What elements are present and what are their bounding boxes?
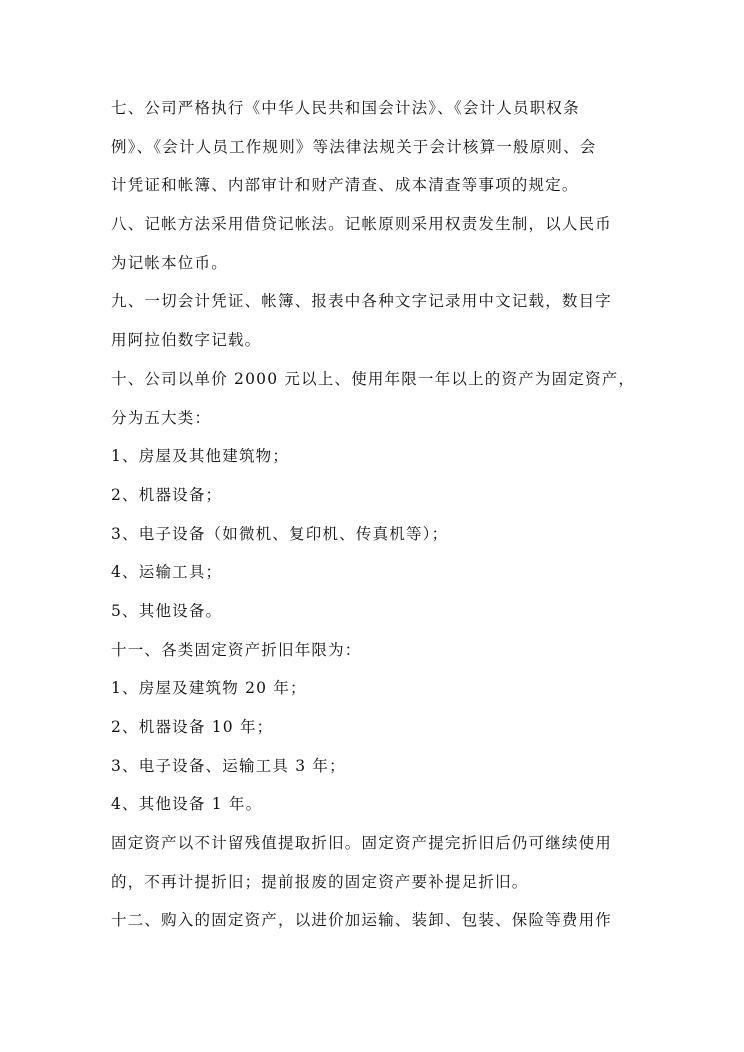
text-line: 十、公司以单价 2000 元以上、使用年限一年以上的资产为固定资产， [111, 369, 636, 388]
text-line: 十二、购入的固定资产，以进价加运输、装卸、包装、保险等费用作 [111, 911, 613, 930]
text-line: 例》、《会计人员工作规则》等法律法规关于会计核算一般原则、会 [111, 137, 597, 156]
text-line: 用阿拉伯数字记载。 [111, 331, 262, 350]
text-line: 计凭证和帐簿、内部审计和财产清查、成本清查等事项的规定。 [111, 176, 579, 195]
text-line: 1、房屋及其他建筑物； [111, 447, 290, 466]
text-line: 4、其他设备 1 年。 [111, 795, 263, 814]
text-line: 九、一切会计凭证、帐簿、报表中各种文字记录用中文记载，数目字 [111, 292, 613, 311]
text-line: 为记帐本位币。 [111, 253, 228, 272]
text-line: 十一、各类固定资产折旧年限为： [111, 640, 362, 659]
text-line: 2、机器设备； [111, 485, 223, 504]
text-line: 3、电子设备（如微机、复印机、传真机等）； [111, 524, 449, 543]
text-line: 2、机器设备 10 年； [111, 718, 274, 736]
text-line: 1、房屋及建筑物 20 年； [111, 679, 307, 698]
document-body [111, 89, 641, 940]
text-line: 5、其他设备。 [111, 601, 223, 620]
text-line: 固定资产以不计留残值提取折旧。固定资产提完折旧后仍可继续使用 [111, 834, 613, 853]
text-line: 4、运输工具； [111, 563, 223, 582]
text-line: 八、记帐方法采用借贷记帐法。记帐原则采用权责发生制，以人民币 [111, 215, 613, 234]
text-line: 分为五大类： [111, 408, 212, 427]
text-line: 3、电子设备、运输工具 3 年； [111, 756, 346, 775]
text-line: 的，不再计提折旧；提前报废的固定资产要补提足折旧。 [111, 872, 529, 891]
text-line: 七、公司严格执行《中华人民共和国会计法》、《会计人员职权条 [111, 99, 580, 117]
